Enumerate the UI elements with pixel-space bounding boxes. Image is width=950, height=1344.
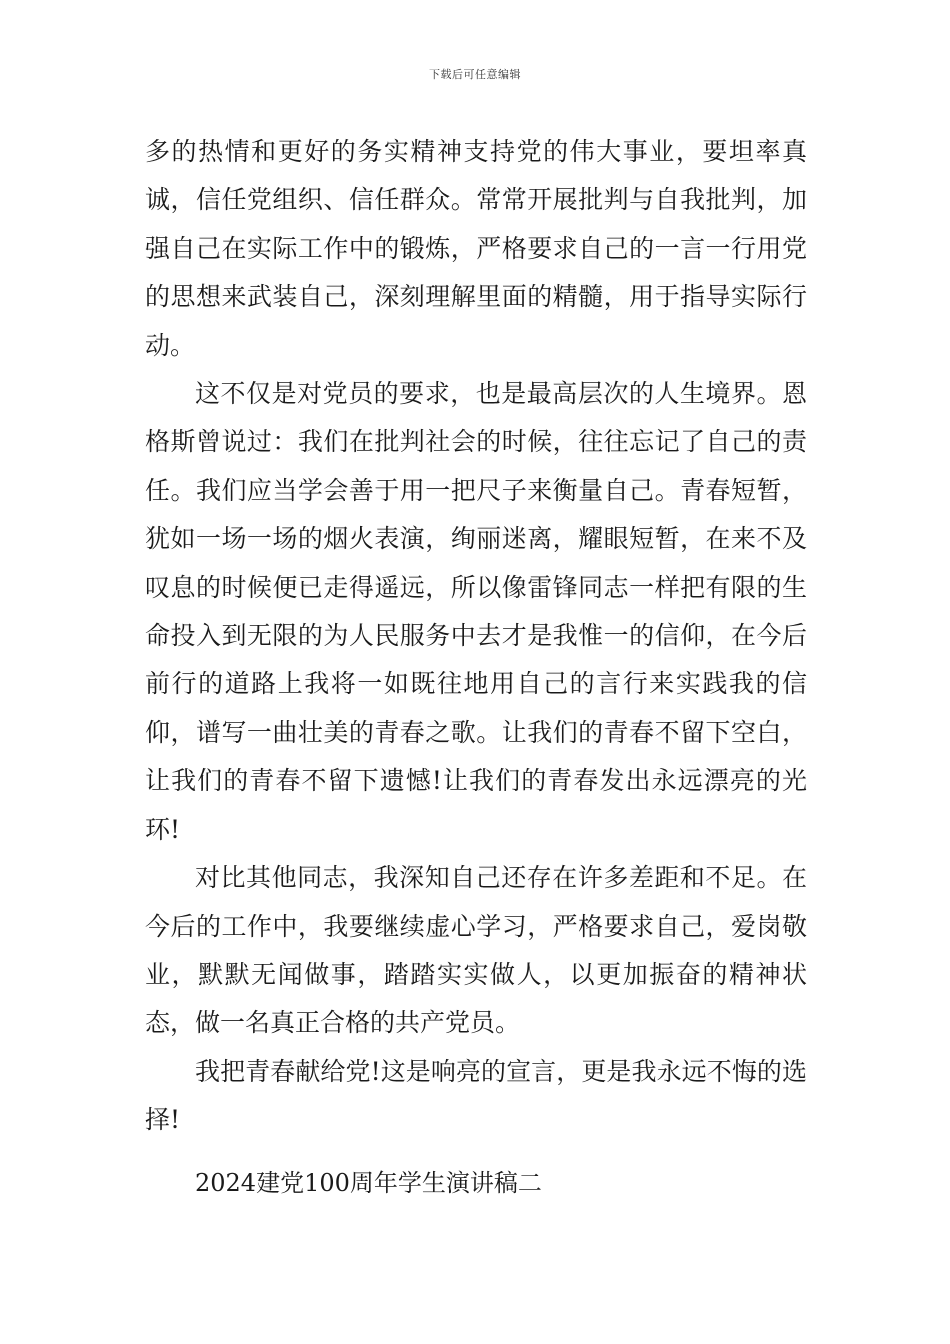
paragraph-1: 多的热情和更好的务实精神支持党的伟大事业，要坦率真诚，信任党组织、信任群众。常常开展批判与自我批判，加强自己在实际工作中的锻炼，严格要求自己的一言一行用党的思想来武装自己，深刻理解里面的精髓，用于指导实际行动。 [145, 137, 807, 360]
section-title: 2024建党100周年学生演讲稿二 [195, 1168, 542, 1197]
paragraph-3: 对比其他同志，我深知自己还存在许多差距和不足。在今后的工作中，我要继续虚心学习，严格要求自己，爱岗敬业，默默无闻做事，踏踏实实做人，以更加振奋的精神状态，做一名真正合格的共产党员。 [145, 863, 807, 1038]
paragraph-4: 我把青春献给党!这是响亮的宣言，更是我永远不悔的选择! [145, 1056, 807, 1135]
page-header: 下载后可任意编辑 [429, 68, 521, 81]
document-body [145, 128, 807, 1207]
paragraph-2: 这不仅是对党员的要求，也是最高层次的人生境界。恩格斯曾说过：我们在批判社会的时候，往往忘记了自己的责任。我们应当学会善于用一把尺子来衡量自己。青春短暂，犹如一场一场的烟火表演，绚丽迷离，耀眼短暂，在来不及叹息的时候便已走得遥远，所以像雷锋同志一样把有限的生命投入到无限的为人民服务中去才是我惟一的信仰，在今后前行的道路上我将一如既往地用自己的言行来实践我的信仰，谱写一曲壮美的青春之歌。让我们的青春不留下空白，让我们的青春不留下遗憾!让我们的青春发出永远漂亮的光环! [145, 379, 807, 844]
